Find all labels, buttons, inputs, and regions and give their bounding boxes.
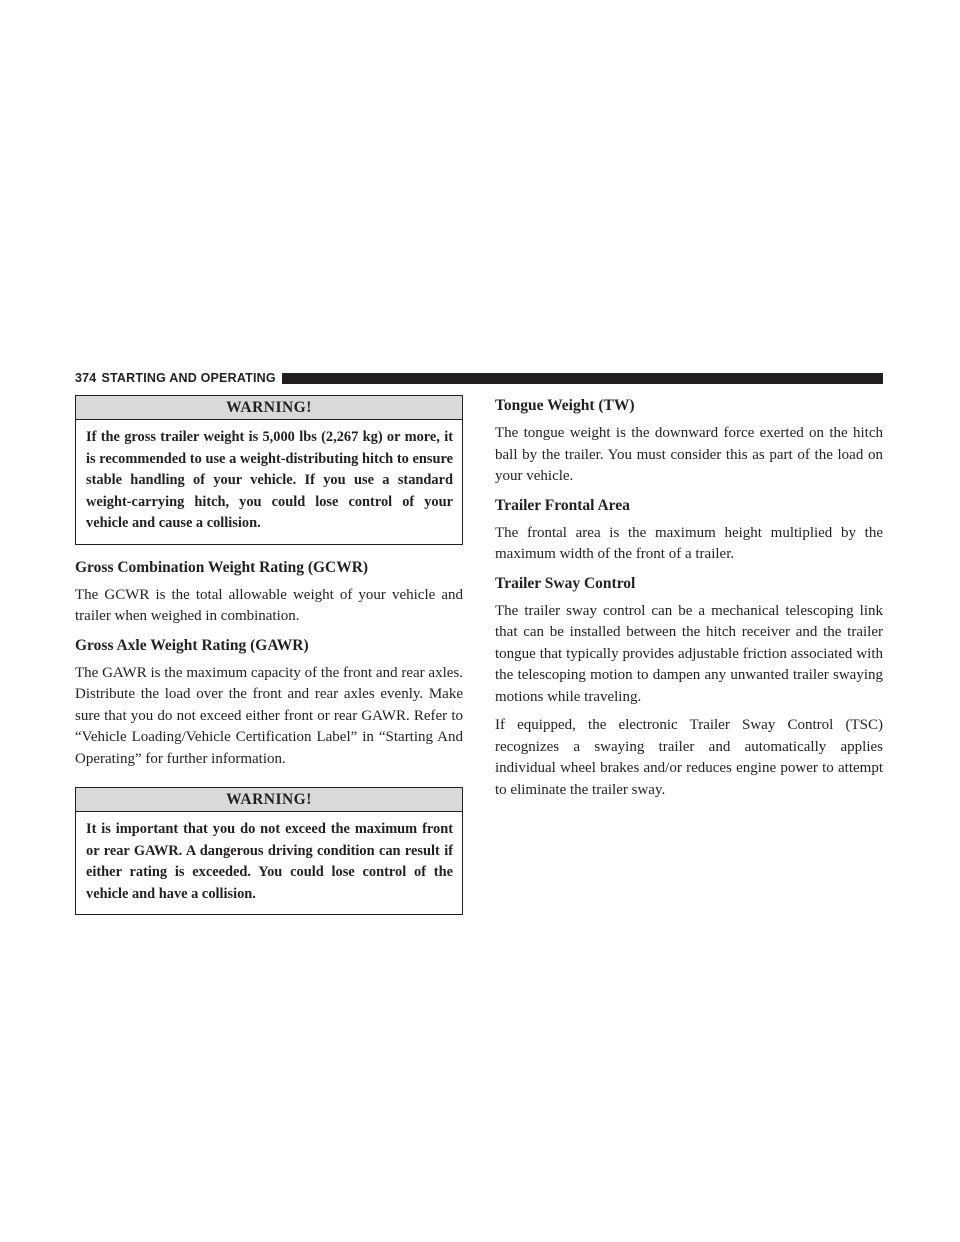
heading-gcwr: Gross Combination Weight Rating (GCWR) <box>75 558 369 576</box>
heading-tongue-weight: Tongue Weight (TW) <box>495 397 635 414</box>
right-column <box>495 395 883 801</box>
warning-text: It is important that you do not exceed the maximum front or rear GAWR. A dangerous driving condition can result if either rating is exceeded. You could lose control of the vehicle and have a collision. <box>86 821 453 902</box>
warning-title: WARNING! <box>76 396 462 420</box>
page-header <box>75 370 883 386</box>
heading-sway-control: Trailer Sway Control <box>495 574 636 592</box>
warning-box-hitch <box>75 395 463 545</box>
heading-frontal-area: Trailer Frontal Area <box>495 496 630 514</box>
header-rule <box>282 373 883 384</box>
warning-text: If the gross trailer weight is 5,000 lbs (2,267 kg) or more, it is recommended to use a weight-distributing hitch to ensure stable handling of your vehicle. If you use a standard weight-carrying hitch, you could lose control of your vehicle and cause a collision. <box>86 429 453 531</box>
page-number: 374 <box>75 371 97 385</box>
paragraph-sway-control-1: The trailer sway control can be a mechanical telescoping link that can be installed between the hitch receiver and the trailer tongue that typically provides adjustable friction associated with the telescoping motion to dampen any unwanted trailer swaying motions while traveling. <box>495 602 883 705</box>
paragraph-sway-control-2: If equipped, the electronic Trailer Sway Control (TSC) recognizes a swaying trailer and automatically applies individual wheel brakes and/or reduces engine power to attempt to eliminate the trailer sway. <box>495 717 883 798</box>
paragraph-tongue-weight: The tongue weight is the downward force exerted on the hitch ball by the trailer. You must consider this as part of the load on your vehicle. <box>495 425 883 484</box>
paragraph-gawr: The GAWR is the maximum capacity of the front and rear axles. Distribute the load over the front and rear axles evenly. Make sure that you do not exceed either front or rear GAWR. Refer to “Vehicle Loading/Vehicle Certification Label” in “Starting And Operating” for further information. <box>75 664 463 767</box>
heading-gawr: Gross Axle Weight Rating (GAWR) <box>75 636 309 654</box>
left-column <box>75 395 463 927</box>
section-title: STARTING AND OPERATING <box>101 371 276 385</box>
paragraph-frontal-area: The frontal area is the maximum height multiplied by the maximum width of the front of a trailer. <box>495 524 883 562</box>
warning-title: WARNING! <box>76 788 462 812</box>
paragraph-gcwr: The GCWR is the total allowable weight of your vehicle and trailer when weighed in combination. <box>75 586 463 624</box>
warning-box-gawr <box>75 787 463 915</box>
